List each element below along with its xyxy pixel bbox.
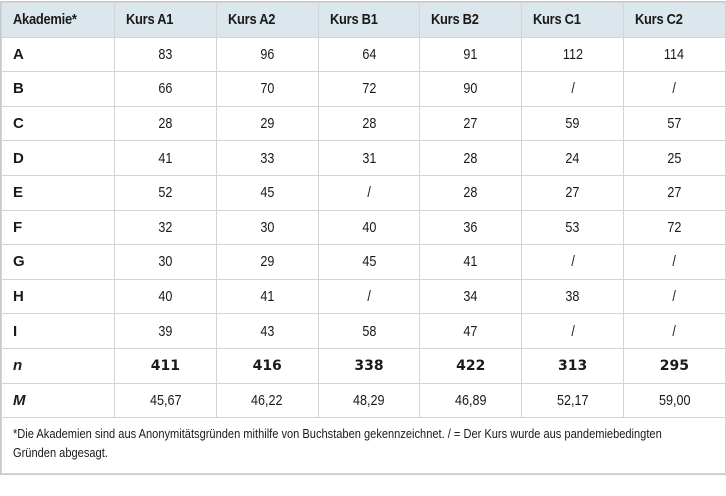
- table-cell: [318, 175, 420, 210]
- cell-value: 33: [260, 149, 275, 167]
- table-cell: [115, 245, 217, 280]
- table-cell: [216, 279, 318, 314]
- table-cell: [318, 383, 420, 418]
- row-label: A: [2, 37, 115, 72]
- cell-value: /: [672, 288, 677, 306]
- cell-value: 411: [150, 358, 181, 375]
- table-cell: [216, 175, 318, 210]
- table-cell: [318, 314, 420, 349]
- cell-value: 40: [158, 288, 173, 306]
- table-cell: [318, 141, 420, 176]
- footnote-cell: [2, 418, 726, 474]
- cell-value: 39: [158, 322, 173, 340]
- table-cell: [216, 106, 318, 141]
- table-cell: [216, 37, 318, 72]
- cell-value: 34: [463, 288, 478, 306]
- table-cell: [522, 106, 624, 141]
- column-header-kurs-c2: [623, 3, 725, 38]
- cell-value: 48,29: [353, 391, 385, 409]
- course-participants-table-container: [0, 1, 726, 475]
- table-cell: [420, 141, 522, 176]
- table-cell: [216, 314, 318, 349]
- table-cell: [318, 245, 420, 280]
- cell-value: 112: [562, 45, 583, 63]
- cell-value: 27: [667, 184, 682, 202]
- table-cell: [420, 348, 522, 383]
- cell-value: /: [672, 80, 677, 98]
- cell-value: 41: [260, 288, 275, 306]
- row-label: F: [2, 210, 115, 245]
- cell-value: 64: [361, 45, 376, 63]
- cell-value: 70: [260, 80, 275, 98]
- cell-value: 416: [252, 358, 282, 375]
- table-cell: [115, 210, 217, 245]
- cell-value: 27: [565, 184, 580, 202]
- course-participants-table: [1, 2, 726, 474]
- cell-value: 28: [361, 115, 376, 133]
- table-cell: [420, 245, 522, 280]
- row-label: G: [2, 245, 115, 280]
- table-cell: [420, 210, 522, 245]
- cell-value: 47: [463, 322, 478, 340]
- cell-value: 66: [158, 80, 173, 98]
- table-cell: [623, 37, 725, 72]
- table-cell: [522, 348, 624, 383]
- cell-value: 45,67: [149, 391, 182, 409]
- cell-value: 313: [557, 358, 588, 375]
- table-cell: [623, 348, 725, 383]
- cell-value: 36: [463, 218, 478, 236]
- table-cell: [623, 279, 725, 314]
- table-cell: [216, 383, 318, 418]
- table-cell: [420, 383, 522, 418]
- cell-value: 72: [667, 218, 682, 236]
- table-cell: [420, 175, 522, 210]
- table-cell: [318, 72, 420, 107]
- cell-value: 53: [565, 218, 580, 236]
- cell-value: 90: [463, 80, 478, 98]
- table-cell: [522, 175, 624, 210]
- cell-value: 83: [158, 45, 173, 63]
- cell-value: 28: [463, 149, 478, 167]
- table-cell: [420, 72, 522, 107]
- cell-value: 96: [260, 45, 275, 63]
- cell-value: 57: [667, 115, 682, 133]
- table-row-b: [2, 72, 726, 107]
- cell-value: 29: [260, 253, 275, 271]
- table-cell: [216, 348, 318, 383]
- column-header-kurs-a1: [115, 3, 217, 38]
- table-cell: [623, 106, 725, 141]
- cell-value: 46,22: [251, 391, 283, 409]
- table-row-h: [2, 279, 726, 314]
- row-label-n: n: [2, 348, 115, 383]
- column-header-label: Kurs A2: [227, 11, 275, 29]
- table-cell: [115, 37, 217, 72]
- table-cell: [318, 279, 420, 314]
- cell-value: 31: [361, 149, 376, 167]
- table-cell: [522, 37, 624, 72]
- cell-value: 45: [260, 184, 275, 202]
- cell-value: 30: [260, 218, 275, 236]
- cell-value: 28: [463, 184, 478, 202]
- column-header-kurs-c1: [522, 3, 624, 38]
- table-cell: [522, 72, 624, 107]
- cell-value: 27: [463, 115, 478, 133]
- table-cell: [318, 37, 420, 72]
- cell-value: 91: [463, 45, 478, 63]
- column-header-kurs-b2: [420, 3, 522, 38]
- table-cell: [623, 175, 725, 210]
- cell-value: 46,89: [455, 391, 487, 409]
- row-label: I: [2, 314, 115, 349]
- row-label: C: [2, 106, 115, 141]
- row-label: D: [2, 141, 115, 176]
- table-cell: [216, 72, 318, 107]
- table-row-f: [2, 210, 726, 245]
- cell-value: /: [570, 322, 575, 340]
- column-header-label: Kurs C1: [533, 11, 581, 29]
- summary-row-n: [2, 348, 726, 383]
- table-row-c: [2, 106, 726, 141]
- cell-value: 59: [565, 115, 580, 133]
- table-cell: [420, 314, 522, 349]
- table-cell: [115, 106, 217, 141]
- table-cell: [522, 383, 624, 418]
- column-header-kurs-a2: [216, 3, 318, 38]
- cell-value: 32: [158, 218, 173, 236]
- cell-value: /: [570, 253, 575, 271]
- cell-value: 295: [659, 358, 689, 375]
- table-cell: [216, 245, 318, 280]
- cell-value: 28: [158, 115, 173, 133]
- table-cell: [115, 175, 217, 210]
- table-cell: [318, 348, 420, 383]
- cell-value: /: [672, 322, 677, 340]
- cell-value: 25: [667, 149, 682, 167]
- cell-value: 52,17: [556, 391, 589, 409]
- table-cell: [115, 348, 217, 383]
- cell-value: 40: [361, 218, 376, 236]
- footnote-text: *Die Akademien sind aus Anonymitätsgründen mithilfe von Buchstaben gekennzeichnet. / = Der Kurs wurde aus pandemiebedingten Gründen abgesagt.: [13, 426, 662, 461]
- cell-value: 29: [260, 115, 275, 133]
- table-row-e: [2, 175, 726, 210]
- table-cell: [522, 279, 624, 314]
- table-cell: [623, 383, 725, 418]
- table-row-g: [2, 245, 726, 280]
- table-cell: [115, 279, 217, 314]
- column-header-label: Kurs A1: [126, 11, 174, 29]
- table-cell: [623, 245, 725, 280]
- row-label: H: [2, 279, 115, 314]
- column-header-label: Kurs B2: [431, 11, 480, 29]
- row-label-m: M: [2, 383, 115, 418]
- table-cell: [115, 72, 217, 107]
- cell-value: 38: [565, 288, 580, 306]
- table-cell: [115, 383, 217, 418]
- table-cell: [623, 141, 725, 176]
- table-cell: [420, 37, 522, 72]
- row-label: B: [2, 72, 115, 107]
- cell-value: 338: [354, 358, 384, 375]
- cell-value: /: [672, 253, 677, 271]
- column-header-kurs-b1: [318, 3, 420, 38]
- cell-value: 72: [361, 80, 376, 98]
- row-label: E: [2, 175, 115, 210]
- table-cell: [522, 210, 624, 245]
- column-header-label: Kurs B1: [329, 11, 378, 29]
- header-row: [2, 3, 726, 38]
- table-cell: [420, 279, 522, 314]
- table-cell: [115, 141, 217, 176]
- cell-value: /: [367, 184, 371, 202]
- cell-value: 41: [158, 149, 173, 167]
- table-cell: [522, 141, 624, 176]
- cell-value: 58: [361, 322, 376, 340]
- table-cell: [623, 72, 725, 107]
- cell-value: 422: [456, 358, 486, 375]
- cell-value: 45: [361, 253, 376, 271]
- table-cell: [623, 210, 725, 245]
- cell-value: 59,00: [658, 391, 691, 409]
- cell-value: 30: [158, 253, 173, 271]
- column-header-akademie: [2, 3, 115, 38]
- column-header-label: Kurs C2: [634, 11, 683, 29]
- footnote-row: [2, 418, 726, 474]
- cell-value: 24: [565, 149, 580, 167]
- table-cell: [216, 210, 318, 245]
- table-cell: [522, 245, 624, 280]
- cell-value: 43: [260, 322, 275, 340]
- table-cell: [318, 210, 420, 245]
- table-row-d: [2, 141, 726, 176]
- table-cell: [318, 106, 420, 141]
- table-row-a: [2, 37, 726, 72]
- cell-value: /: [570, 80, 575, 98]
- summary-row-m: [2, 383, 726, 418]
- table-row-i: [2, 314, 726, 349]
- cell-value: 52: [158, 184, 173, 202]
- table-cell: [115, 314, 217, 349]
- table-cell: [623, 314, 725, 349]
- table-cell: [216, 141, 318, 176]
- column-header-label: Akademie*: [13, 11, 77, 29]
- cell-value: 41: [463, 253, 478, 271]
- table-cell: [522, 314, 624, 349]
- table-cell: [420, 106, 522, 141]
- cell-value: /: [367, 288, 371, 306]
- cell-value: 114: [664, 45, 685, 63]
